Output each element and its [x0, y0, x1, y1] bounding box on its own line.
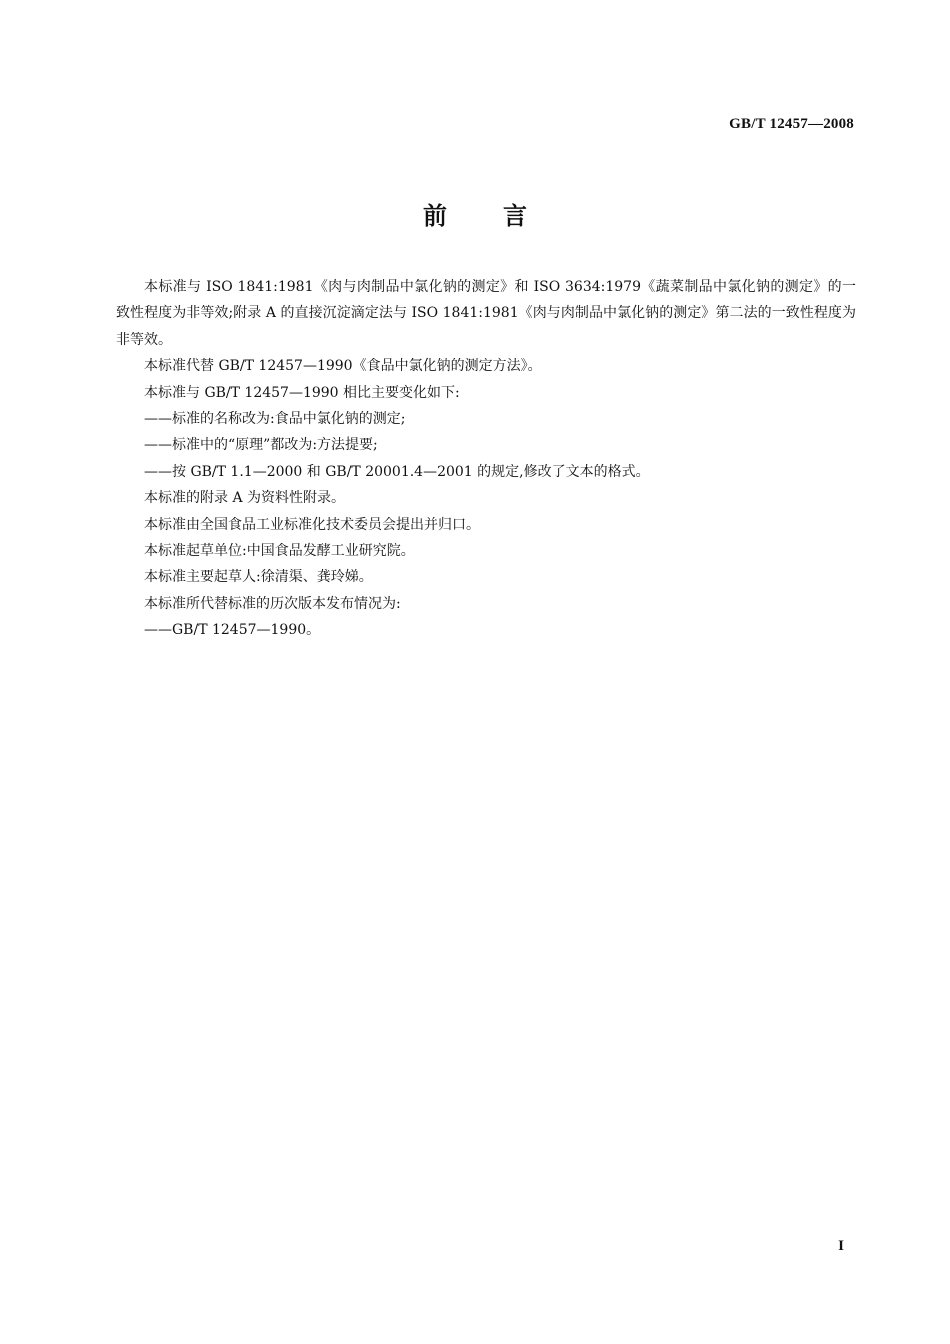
foreword-body — [116, 274, 856, 644]
paragraph-annex: 本标准的附录 A 为资料性附录。 — [144, 490, 346, 507]
paragraph-proposer: 本标准由全国食品工业标准化技术委员会提出并归口。 — [144, 516, 480, 533]
change-item-principle: ——标准中的“原理”都改为:方法提要; — [144, 437, 378, 454]
change-item-name: ——标准的名称改为:食品中氯化钠的测定; — [144, 411, 406, 428]
history-item: ——GB/T 12457—1990。 — [144, 622, 321, 639]
change-item-format: ——按 GB/T 1.1—2000 和 GB/T 20001.4—2001 的规定,修改了文本的格式。 — [144, 463, 650, 480]
paragraph-replaces: 本标准代替 GB/T 12457—1990《食品中氯化钠的测定方法》。 — [144, 358, 542, 375]
paragraph-drafting-unit: 本标准起草单位:中国食品发酵工业研究院。 — [144, 543, 415, 560]
page-number: I — [838, 1238, 844, 1254]
paragraph-drafters: 本标准主要起草人:徐清渠、龚玲娣。 — [144, 569, 373, 586]
paragraph-changes-intro: 本标准与 GB/T 12457—1990 相比主要变化如下: — [144, 384, 460, 401]
paragraph-history-intro: 本标准所代替标准的历次版本发布情况为: — [144, 595, 401, 612]
page-title: 前言 — [423, 202, 583, 230]
standard-code: GB/T 12457—2008 — [729, 116, 854, 132]
paragraph-conformity: 本标准与 ISO 1841:1981《肉与肉制品中氯化钠的测定》和 ISO 3634:1979《蔬菜制品中氯化钠的测定》的一致性程度为非等效;附录 A 的直接沉淀滴定法与 ISO 1841:1981《肉与肉制品中氯化钠的测定》第二法的一致性程度为非等效。 — [116, 279, 856, 348]
